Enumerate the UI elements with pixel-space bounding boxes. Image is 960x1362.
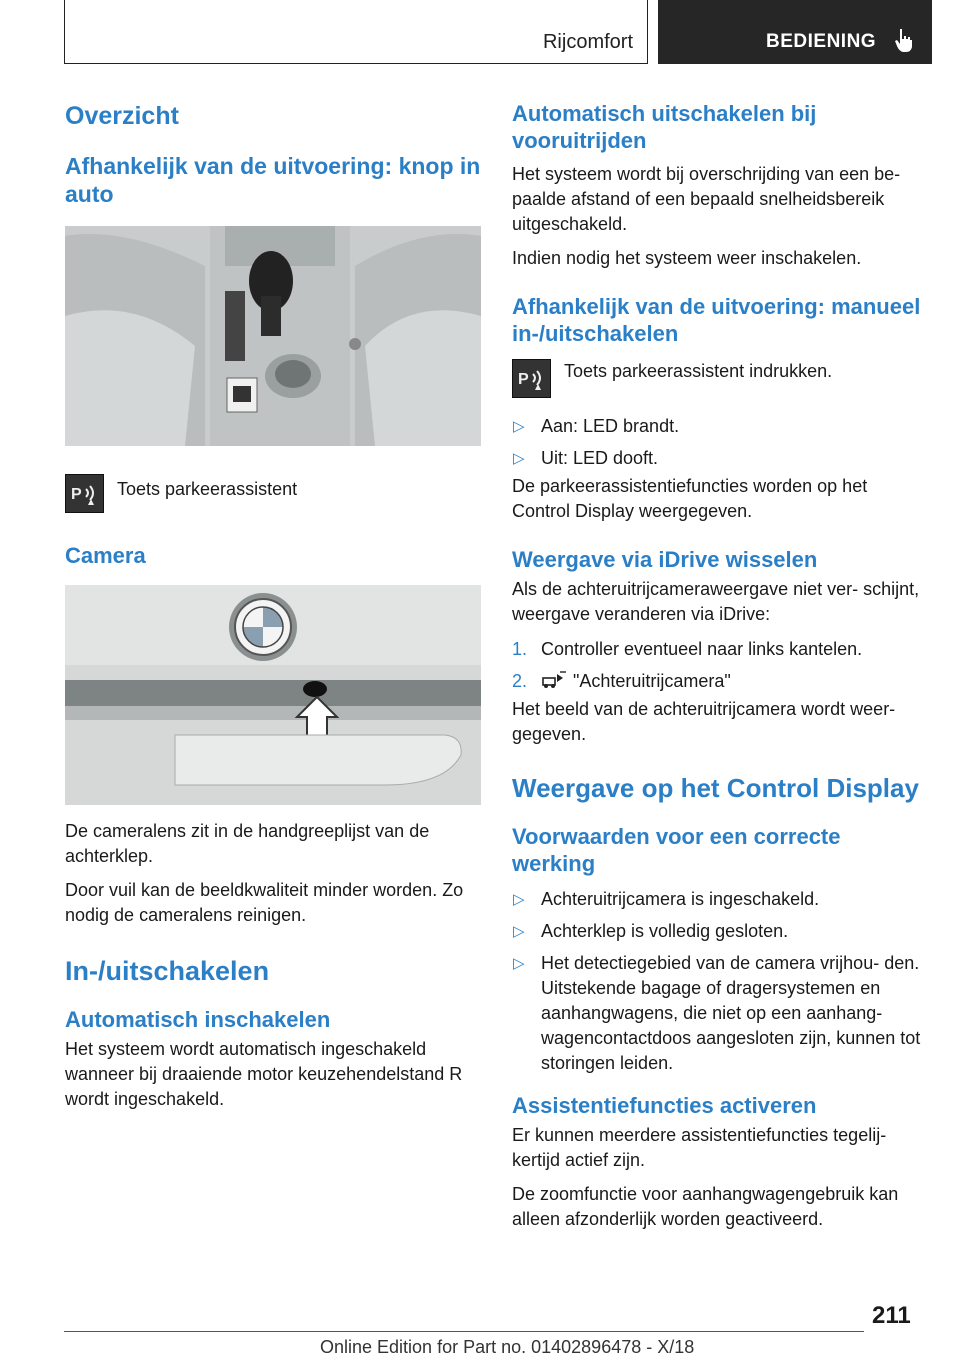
heading-idrive: Weergave via iDrive wisselen xyxy=(512,547,818,572)
idrive-paragraph: Als de achteruitrijcameraweergave niet ver- schijnt, weergave veranderen via iDrive: xyxy=(512,579,920,624)
header-chapter: BEDIENING xyxy=(766,31,877,52)
button-caption-row xyxy=(65,474,481,514)
heading-auto-uitschakelen: Automatisch uitschakelen bij vooruitrijden xyxy=(512,101,817,153)
auto-off-paragraph-1: Het systeem wordt bij overschrijding van een be- paalde afstand of een bepaald snelheidsbereik uitgeschakeld. xyxy=(512,164,901,234)
park-assist-button-icon xyxy=(65,474,104,513)
list-item: ▷ Uit: LED dooft. xyxy=(512,446,928,471)
header-section: Rijcomfort xyxy=(542,31,633,53)
manual-paragraph: De parkeerassistentiefuncties worden op het Control Display weergegeven. xyxy=(512,476,868,521)
rear-camera-menu-icon xyxy=(541,670,567,690)
heading-voorwaarden: Voorwaarden voor een correcte werking xyxy=(512,824,841,876)
camera-paragraph-2: Door vuil kan de beeldkwaliteit minder worden. Zo nodig de cameralens reinigen. xyxy=(65,880,464,925)
svg-text:P: P xyxy=(518,371,529,388)
idrive-steps xyxy=(512,637,928,694)
auto-on-paragraph: Het systeem wordt automatisch ingeschakeld wanneer bij draaiende motor keuzehendelstand R wordt ingeschakeld. xyxy=(65,1039,463,1109)
manual-caption-row xyxy=(512,359,928,403)
list-item: ▷ Het detectiegebied van de camera vrijhou- den. Uitstekende bagage of dragersystemen en aanhangwagens, die niet op een aanhang- wagencontactdoos aangesloten zijn, kunnen tot storingen leiden. xyxy=(513,953,921,1073)
heading-overzicht: Overzicht xyxy=(65,102,179,130)
list-item: 1. Controller eventueel naar links kantelen. xyxy=(512,639,863,659)
heading-camera: Camera xyxy=(65,543,146,568)
manual-list xyxy=(512,414,928,471)
triangle-bullet-icon: ▷ xyxy=(513,418,525,435)
list-item: ▷ Achteruitrijcamera is ingeschakeld. xyxy=(512,887,928,912)
footer-divider xyxy=(64,1331,864,1332)
heading-auto-inschakelen: Automatisch inschakelen xyxy=(65,1007,331,1032)
list-item: ▷ Aan: LED brandt. xyxy=(512,414,928,439)
rear-camera-photo xyxy=(65,585,481,805)
center-console-photo xyxy=(65,226,481,446)
left-column xyxy=(65,100,481,1112)
header-chapter-box xyxy=(658,0,932,64)
conditions-list xyxy=(512,887,928,1076)
page-number: 211 xyxy=(872,1302,911,1329)
triangle-bullet-icon: ▷ xyxy=(513,891,525,908)
right-column xyxy=(512,100,928,1232)
heading-manueel: Afhankelijk van de uitvoering: manueel in-/uitschakelen xyxy=(512,294,921,346)
auto-off-paragraph-2: Indien nodig het systeem weer inschakelen. xyxy=(512,248,862,268)
heading-assistentie: Assistentiefuncties activeren xyxy=(512,1093,817,1118)
svg-text:P: P xyxy=(71,486,82,503)
camera-paragraph-1: De cameralens zit in de handgreeplijst van de achterklep. xyxy=(65,821,430,866)
assist-paragraph-2: De zoomfunctie voor aanhangwagengebruik kan alleen afzonderlijk worden geactiveerd. xyxy=(512,1184,899,1229)
triangle-bullet-icon: ▷ xyxy=(513,923,525,940)
idrive-paragraph-2: Het beeld van de achteruitrijcamera wordt weer- gegeven. xyxy=(512,699,896,744)
manual-caption: Toets parkeerassistent indrukken. xyxy=(564,361,833,381)
heading-control-display: Weergave op het Control Display xyxy=(512,773,919,803)
button-caption: Toets parkeerassistent xyxy=(117,479,298,499)
list-item: 2. "Achteruitrijcamera" xyxy=(512,671,731,691)
hand-pointer-icon xyxy=(894,27,916,53)
assist-paragraph-1: Er kunnen meerdere assistentiefuncties tegelij- kertijd actief zijn. xyxy=(512,1125,887,1170)
park-assist-button-icon-2 xyxy=(512,359,551,398)
heading-in-uitschakelen: In-/uitschakelen xyxy=(65,956,270,986)
triangle-bullet-icon: ▷ xyxy=(513,955,525,972)
triangle-bullet-icon: ▷ xyxy=(513,450,525,467)
list-item: ▷ Achterklep is volledig gesloten. xyxy=(512,919,928,944)
footer-edition: Online Edition for Part no. 01402896478 - X/18 xyxy=(320,1337,695,1357)
heading-button-in-car: Afhankelijk van de uitvoering: knop in auto xyxy=(65,153,481,207)
header-section-box xyxy=(64,0,648,64)
